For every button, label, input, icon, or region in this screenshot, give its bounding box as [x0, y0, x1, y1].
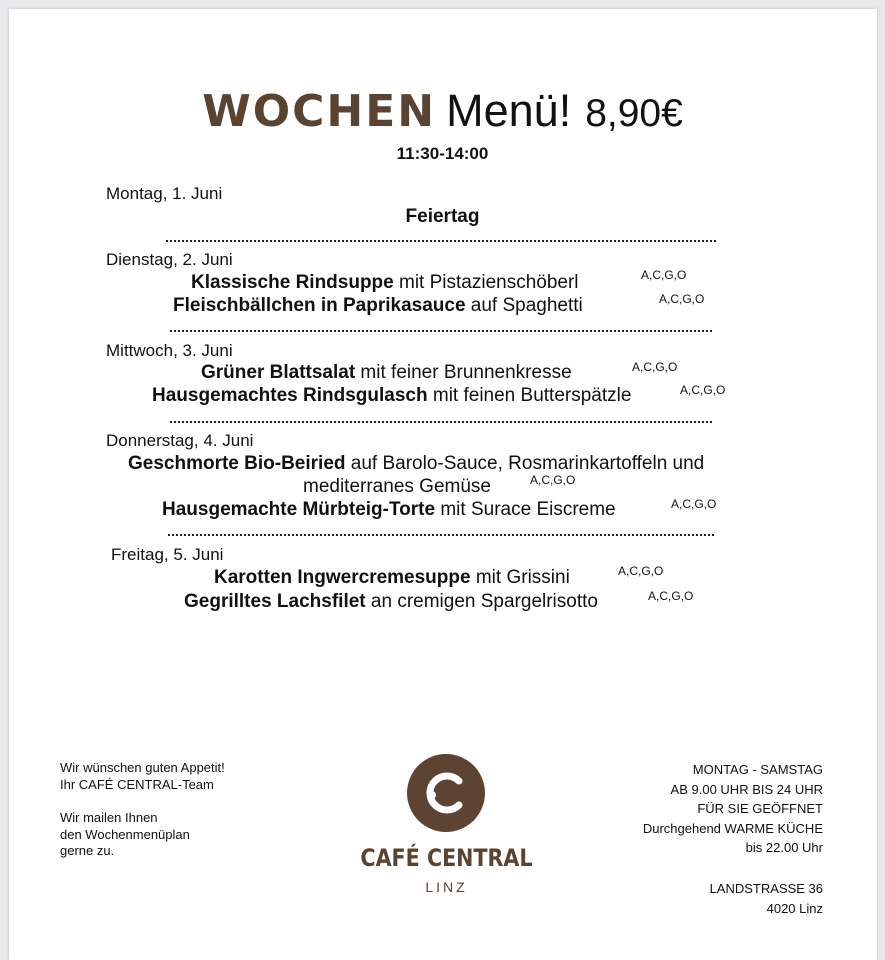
dish-name: Hausgemachtes Rindsgulasch [152, 385, 428, 406]
separator-1 [166, 240, 716, 242]
allergens-thursday-1: A,C,G,O [530, 473, 576, 487]
dish-description: mit Pistazienschöberl [393, 272, 579, 293]
logo-name: CAFÉ CENTRAL [360, 844, 533, 872]
allergens-tuesday-2: A,C,G,O [659, 292, 705, 306]
dish-thursday-1-line2: mediterranes Gemüse [303, 476, 491, 497]
menu-title [0, 85, 885, 137]
footer-left-line: den Wochenmenüplan [60, 826, 190, 842]
address-street: LANDSTRASSE 36 [709, 881, 823, 896]
dish-name: Geschmorte Bio-Beiried [128, 453, 346, 474]
dish-name: Gegrilltes Lachsfilet [184, 591, 366, 612]
logo-city: LINZ [425, 879, 468, 895]
dish-description: mit Surace Eiscreme [435, 499, 616, 520]
day-label-tuesday: Dienstag, 2. Juni [106, 250, 233, 269]
opening-hours-line: FÜR SIE GEÖFFNET [697, 801, 823, 816]
dish-description: mit feinen Butterspätzle [427, 385, 632, 406]
dish-name: Feiertag [405, 206, 480, 227]
day-label-monday: Montag, 1. Juni [106, 184, 223, 203]
allergens-thursday-2: A,C,G,O [671, 497, 717, 511]
dish-description: an cremigen Spargelrisotto [365, 591, 598, 612]
dish-name: Karotten Ingwercremesuppe [214, 567, 471, 588]
dish-name: Hausgemachte Mürbteig-Torte [162, 499, 436, 520]
dish-monday-1 [0, 206, 885, 228]
separator-4 [168, 534, 714, 536]
footer-left-spacer [60, 793, 225, 810]
dish-thursday-1 [128, 453, 704, 475]
dish-wednesday-2 [152, 385, 631, 407]
logo-c-icon [407, 754, 485, 832]
footer-left-line: Wir mailen Ihnen [60, 810, 158, 825]
opening-hours-line: MONTAG - SAMSTAG [692, 762, 823, 777]
cafe-central-logo-icon [407, 754, 485, 832]
separator-3 [170, 421, 712, 423]
opening-hours-line: bis 22.00 Uhr [745, 840, 823, 855]
dish-name: Grüner Blattsalat [201, 362, 356, 383]
opening-hours-line: AB 9.00 UHR BIS 24 UHR [670, 781, 823, 797]
dish-friday-2 [184, 591, 598, 613]
dish-tuesday-2 [173, 295, 583, 317]
lunch-hours: 11:30-14:00 [396, 144, 489, 163]
day-label-wednesday: Mittwoch, 3. Juni [106, 341, 233, 360]
opening-hours-line: Durchgehend WARME KÜCHE [642, 820, 823, 836]
opening-hours [643, 760, 823, 858]
dish-tuesday-1 [191, 272, 579, 294]
allergens-friday-1: A,C,G,O [618, 564, 664, 578]
allergens-wednesday-2: A,C,G,O [680, 383, 726, 397]
dish-description: auf Barolo-Sauce, Rosmarinkartoffeln und [345, 453, 705, 474]
dish-description: mit feiner Brunnenkresse [355, 362, 572, 383]
footer-left-line: Wir wünschen guten Appetit! [60, 760, 225, 775]
day-label-friday: Freitag, 5. Juni [111, 545, 224, 564]
separator-2 [170, 330, 712, 332]
footer-left-line: Ihr CAFÉ CENTRAL-Team [60, 776, 214, 792]
dish-thursday-2 [162, 499, 616, 521]
allergens-wednesday-1: A,C,G,O [632, 360, 678, 374]
address-city: 4020 Linz [766, 900, 823, 916]
dish-friday-1 [214, 567, 570, 589]
dish-name: Klassische Rindsuppe [191, 272, 394, 293]
title-menu: Menü! [446, 85, 572, 136]
title-wochen: WOCHEN [202, 86, 437, 137]
menu-price: 8,90€ [585, 92, 683, 135]
dish-description: mit Grissini [470, 567, 570, 588]
footer-left-line: gerne zu. [60, 843, 115, 858]
dish-name: Fleischbällchen in Paprikasauce [173, 295, 466, 316]
address [710, 879, 823, 918]
allergens-tuesday-1: A,C,G,O [641, 268, 687, 282]
allergens-friday-2: A,C,G,O [648, 589, 694, 603]
dish-description: auf Spaghetti [465, 295, 583, 316]
dish-wednesday-1 [201, 362, 572, 384]
day-label-thursday: Donnerstag, 4. Juni [106, 431, 254, 450]
